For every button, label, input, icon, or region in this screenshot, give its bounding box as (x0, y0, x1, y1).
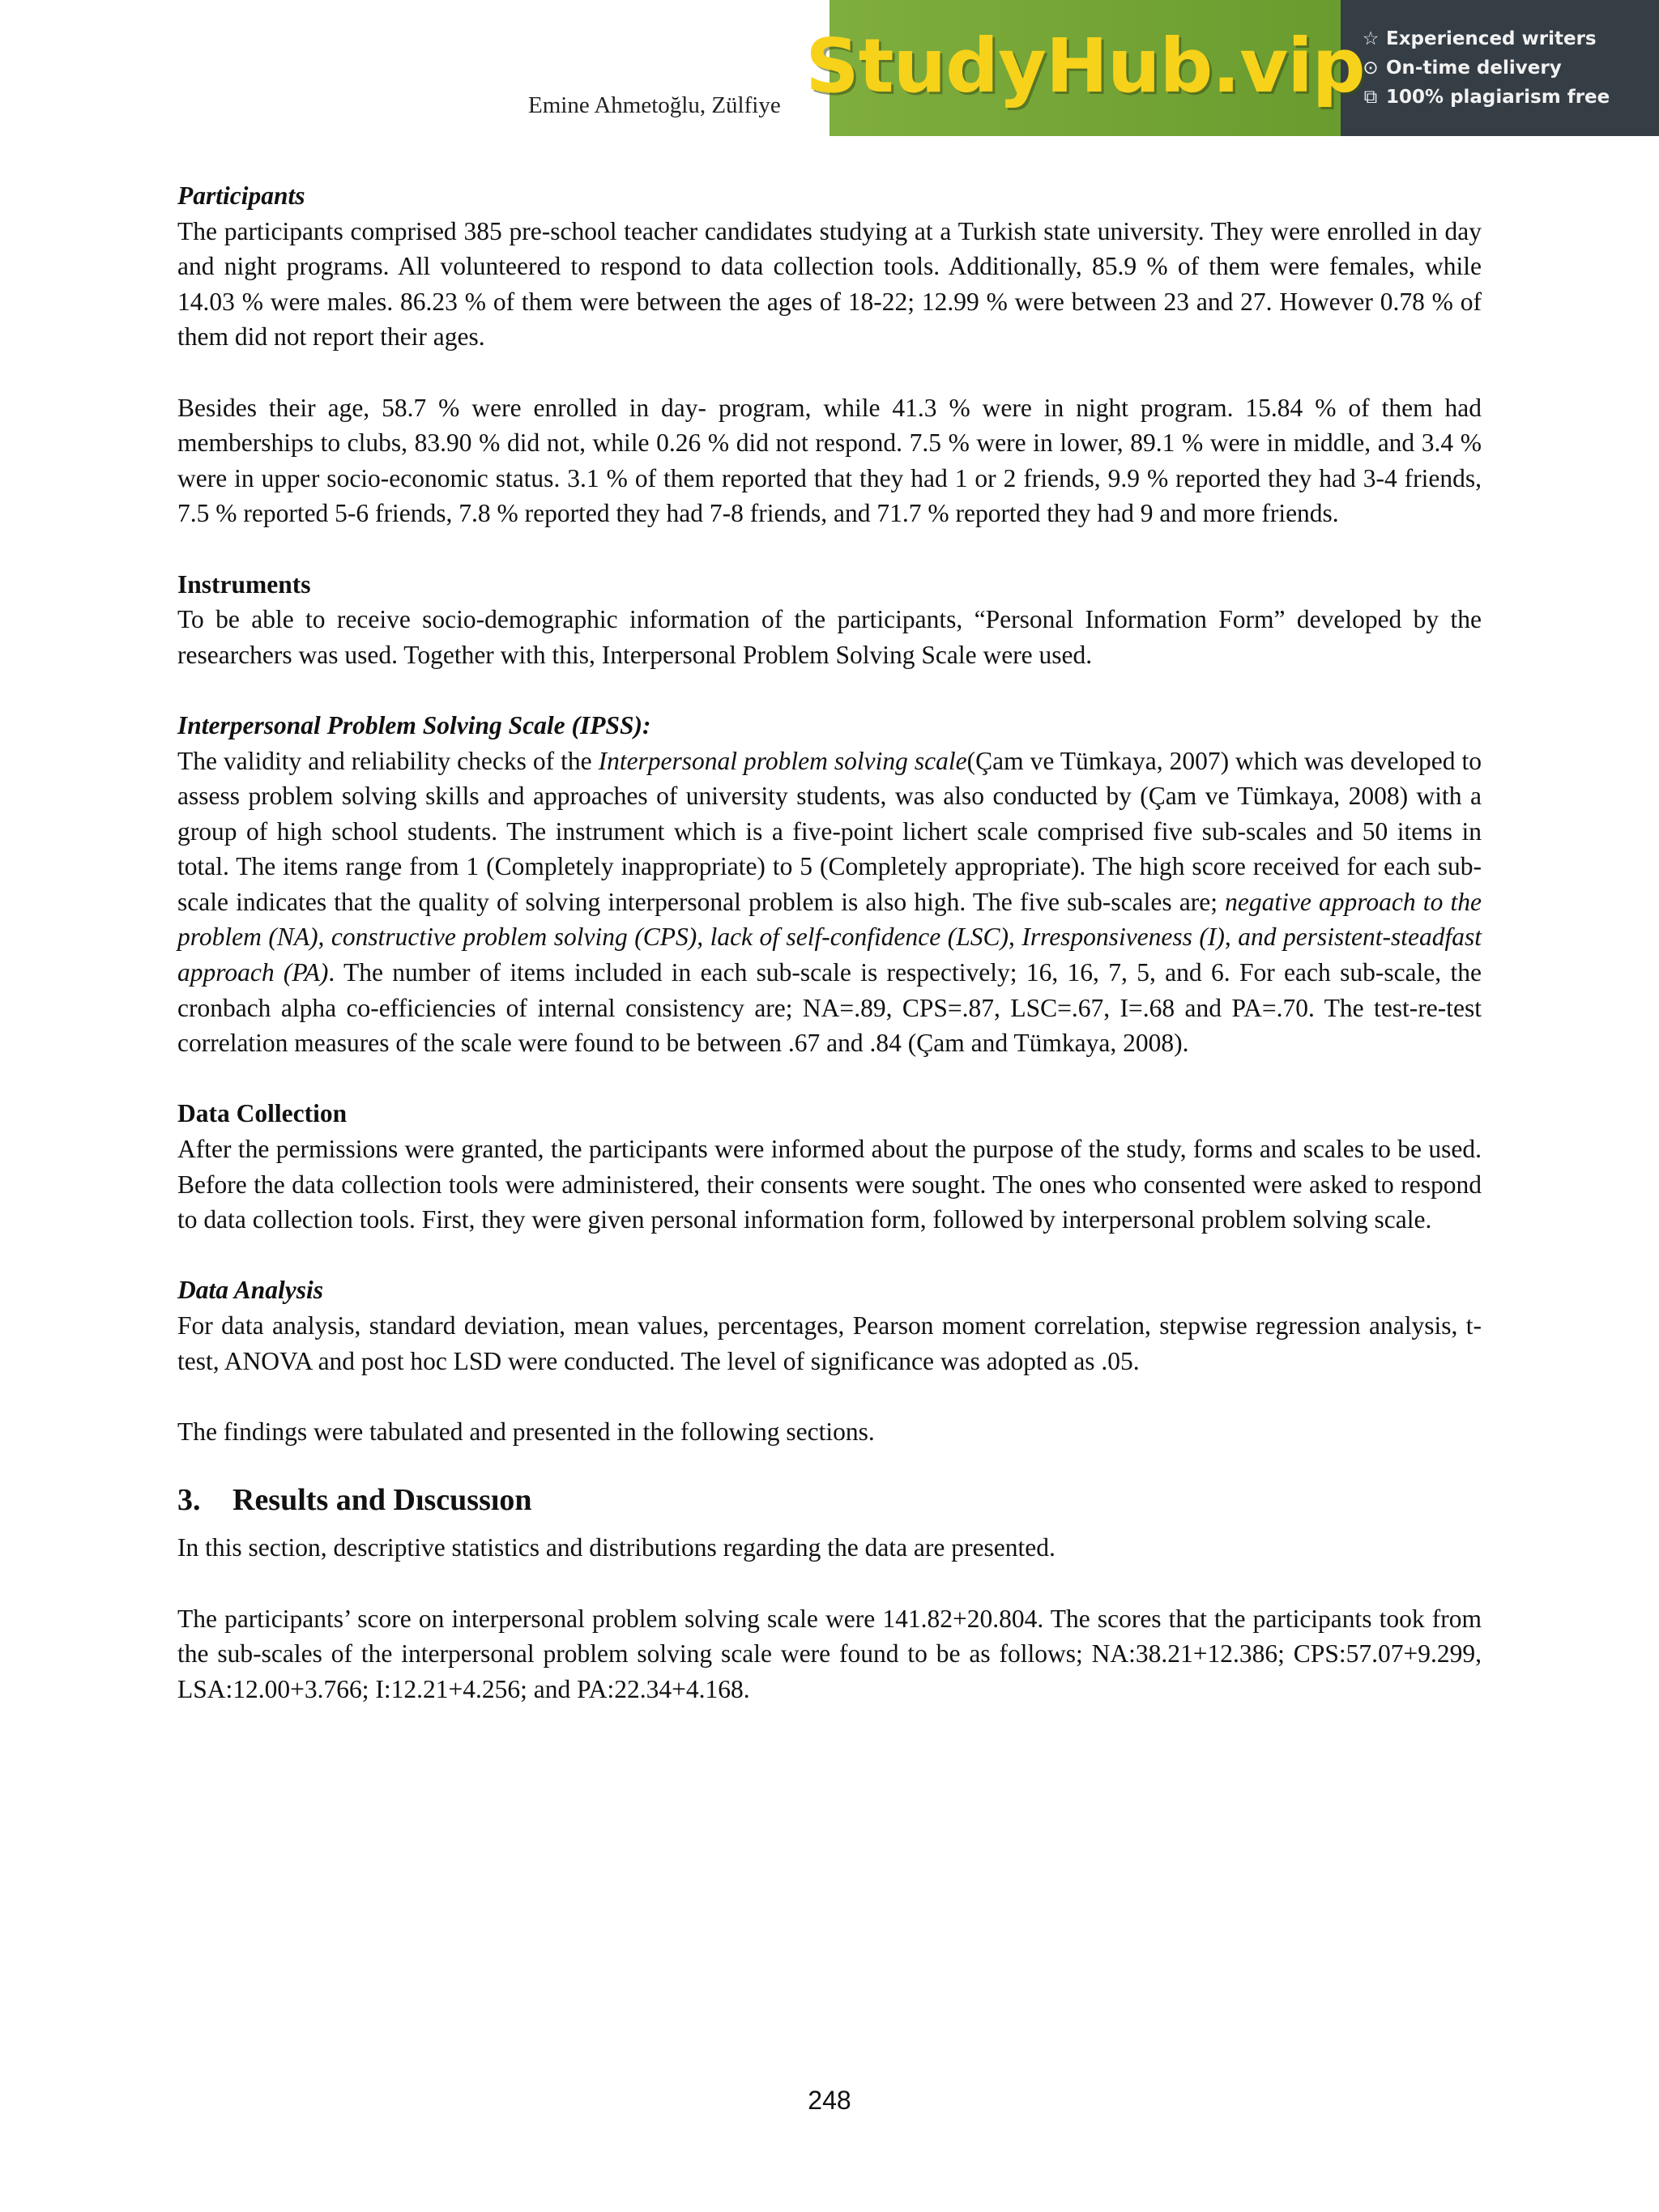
scale-name-italic: Interpersonal problem solving scale (598, 746, 967, 775)
feature-experienced-writers (1362, 28, 1659, 49)
instruments-paragraph: To be able to receive socio-demographic information of the participants, “Personal Information Form” developed by the researchers was used. Together with this, Interpersonal Problem Solving Scale were used. (177, 605, 1482, 669)
data-analysis-paragraph: For data analysis, standard deviation, mean values, percentages, Pearson moment correlation, stepwise regression analysis, t-test, ANOVA and post hoc LSD were conducted. The level of significance was adopted as .05. (177, 1311, 1482, 1375)
findings-paragraph: The findings were tabulated and presented in the following sections. (177, 1417, 875, 1446)
section-title-results (177, 1480, 1482, 1520)
ipss-paragraph: The validity and reliability checks of the Interpersonal problem solving scale(Çam ve Tümkaya, 2007) which was developed to assess problem solving skills and approaches of university students, was also conducted by (Çam ve Tümkaya, 2008) with a group of high school students. The instrument which is a five-point lichert scale comprised five sub-scales and 50 items in total. The items range from 1 (Completely inappropriate) to 5 (Completely appropriate). The high score received for each sub-scale indicates that the quality of solving interpersonal problem is also high. The five sub-scales are; negative approach to the problem (NA), constructive problem solving (CPS), lack of self-confidence (LSC), Irresponsiveness (I), and persistent-steadfast approach (PA). The number of items included in each sub-scale is respectively; 16, 16, 7, 5, and 6. For each sub-scale, the cronbach alpha co-efficiencies of internal consistency are; NA=.89, CPS=.87, LSC=.67, I=.68 and PA=.70. The test-re-test correlation measures of the scale were found to be between .67 and .84 (Çam and Tümkaya, 2008). (177, 746, 1482, 1058)
clock-icon: ⊙ (1363, 58, 1379, 79)
feature-label: 100% plagiarism free (1386, 87, 1610, 108)
running-header-authors: Emine Ahmetoğlu, Zülfiye (528, 92, 781, 118)
banner-features-panel (1341, 0, 1659, 136)
page-number: 248 (808, 2086, 851, 2115)
studyhub-logo[interactable]: StudyHub.vip (805, 22, 1365, 109)
heading-data-collection: Data Collection (177, 1099, 348, 1128)
studyhub-banner[interactable] (805, 0, 1659, 136)
results-paragraph-2: The participants’ score on interpersonal problem solving scale were 141.82+20.804. The scores that the participants took from the sub-scales of the interpersonal problem solving scale were found to be as follows; NA:38.21+12.386; CPS:57.07+9.299, LSA:12.00+3.766; I:12.21+4.256; and PA:22.34+4.168. (177, 1604, 1482, 1703)
section-number: 3. (177, 1483, 201, 1518)
feature-label: Experienced writers (1386, 28, 1597, 49)
results-paragraph-1: In this section, descriptive statistics and distributions regarding the data are presented. (177, 1533, 1056, 1562)
feature-on-time-delivery (1362, 58, 1659, 79)
heading-instruments: Instruments (177, 569, 311, 599)
heading-ipss: Interpersonal Problem Solving Scale (IPSS): (177, 710, 651, 739)
data-collection-paragraph: After the permissions were granted, the participants were informed about the purpose of the study, forms and scales to be used. Before the data collection tools were administered, their consents were sought. The ones who consented were asked to respond to data collection tools. First, they were given personal information form, followed by interpersonal problem solving scale. (177, 1135, 1482, 1234)
banner-logo-panel[interactable] (805, 0, 1365, 136)
copy-icon: ⧉ (1363, 87, 1378, 108)
participants-paragraph-2: Besides their age, 58.7 % were enrolled in day- program, while 41.3 % were in night program. 15.84 % of them had memberships to clubs, 83.90 % did not, while 0.26 % did not respond. 7.5 % were in lower, 89.1 % were in middle, and 3.4 % were in upper socio-economic status. 3.1 % of them reported that they had 1 or 2 friends, 9.9 % reported they had 3-4 friends, 7.5 % reported 5-6 friends, 7.8 % reported they had 7-8 friends, and 71.7 % reported they had 9 and more friends. (177, 393, 1482, 528)
subscales-italic: negative approach to the problem (NA), constructive problem solving (CPS), lack of self-confidence (LSC), Irresponsiveness (I), and persistent-steadfast approach (PA) (177, 887, 1482, 987)
participants-paragraph-1: The participants comprised 385 pre-school teacher candidates studying at a Turkish state university. They were enrolled in day and night programs. All volunteered to respond to data collection tools. Additionally, 85.9 % of them were females, while 14.03 % were males. 86.23 % of them were between the ages of 18-22; 12.99 % were between 23 and 27. However 0.78 % of them did not report their ages. (177, 216, 1482, 352)
section-title-text: Results and Dıscussıon (232, 1483, 532, 1518)
feature-label: On-time delivery (1386, 58, 1562, 79)
feature-plagiarism-free (1362, 87, 1659, 108)
star-icon: ☆ (1362, 28, 1380, 49)
heading-data-analysis: Data Analysis (177, 1276, 323, 1305)
heading-participants: Participants (177, 181, 305, 210)
document-body (177, 178, 1482, 1707)
